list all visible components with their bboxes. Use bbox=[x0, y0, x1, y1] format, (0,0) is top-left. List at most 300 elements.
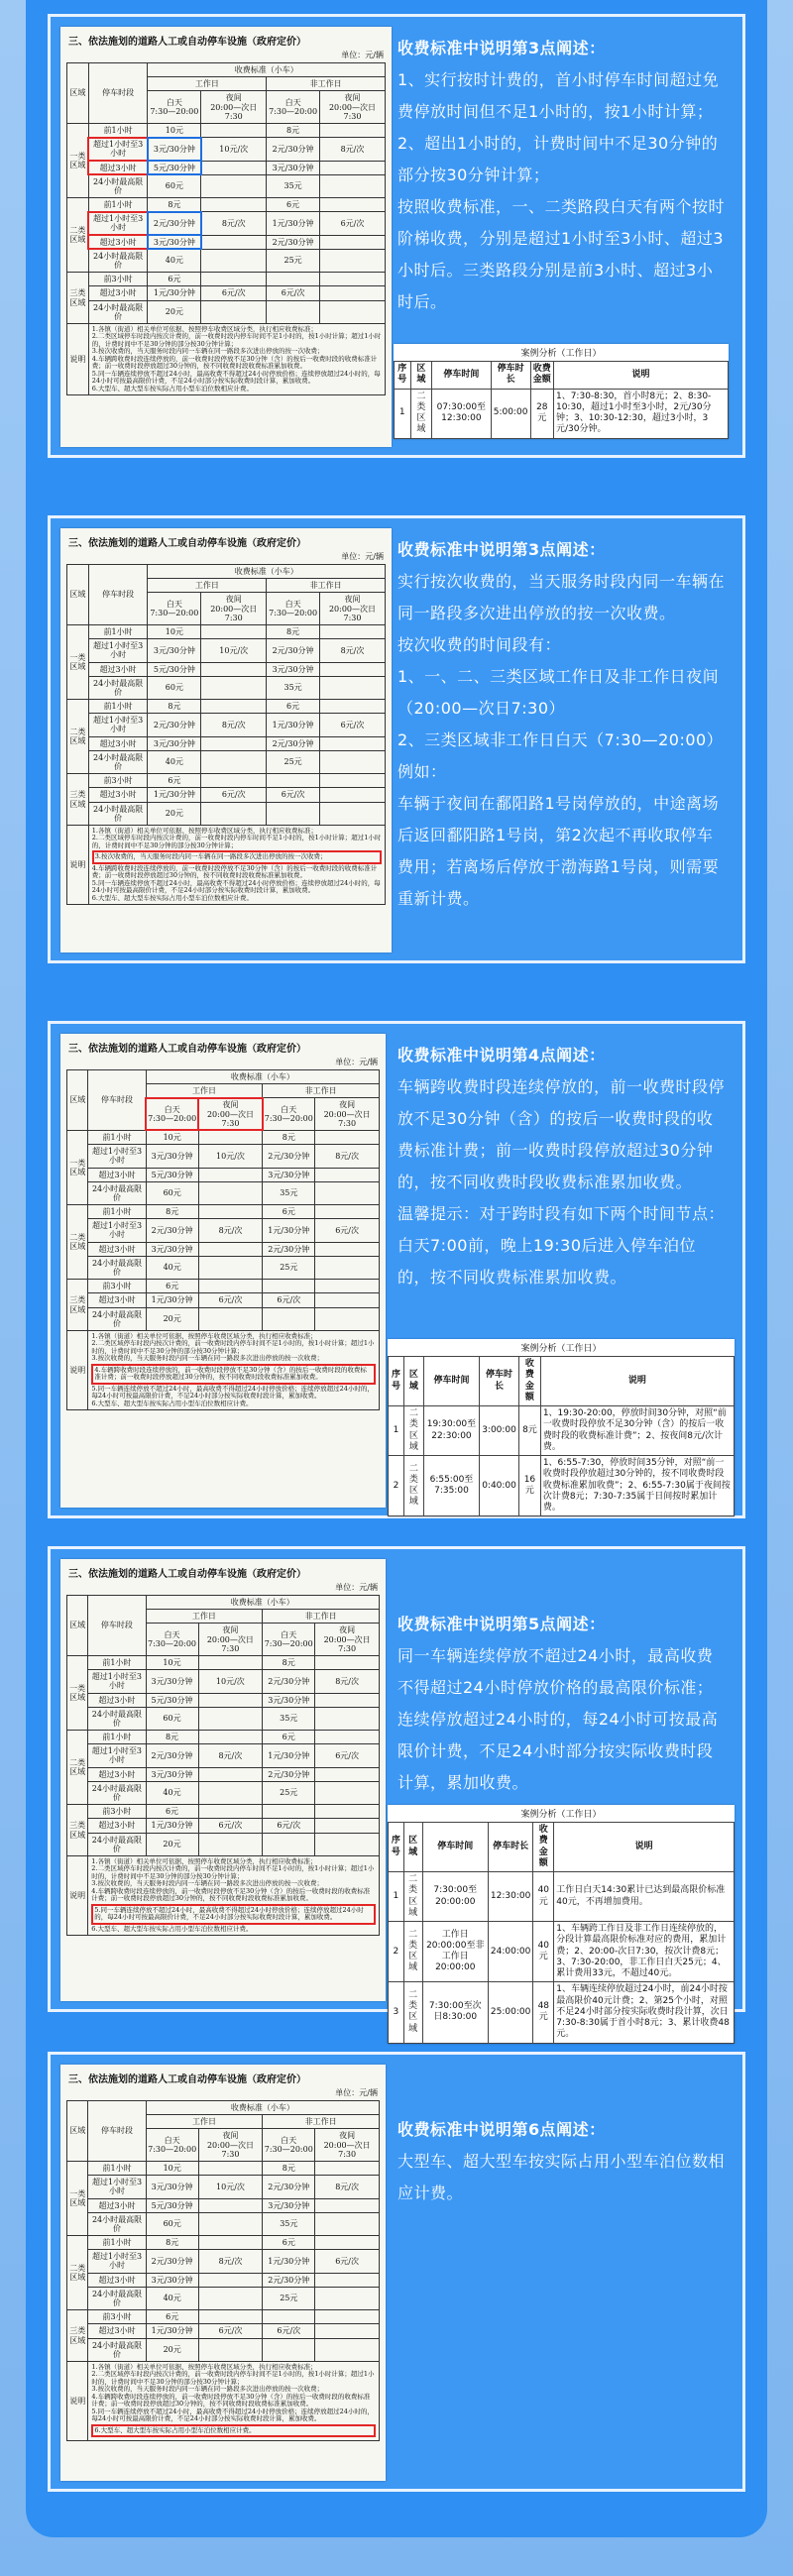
fee-row bbox=[67, 273, 386, 286]
fee-cell: 3元/30分钟 bbox=[148, 235, 201, 249]
fee-cell: 2元/30分钟 bbox=[267, 235, 320, 249]
note-line: 4.车辆跨收费时段连续停放的，前一收费时段停放不足30分钟（含）的按后一收费时段的收费标准计费；前一收费时段停放超过30分钟的，按不同收费时段收费标准累加收费。 bbox=[91, 354, 378, 371]
fee-cell: 1元/30分钟 bbox=[263, 1744, 315, 1767]
doc-unit: 单位：元/辆 bbox=[335, 1583, 378, 1592]
fee-cell bbox=[315, 1781, 380, 1804]
fee-row bbox=[67, 2212, 380, 2235]
fee-cell: 2元/30分钟 bbox=[146, 1219, 198, 1242]
note-line: 5.同一车辆连续停放不超过24小时，最高收费不得超过24小时停放价格；连续停放超过24小时的，每24小时可按最高限价计费，不足24小时部分按实际收费时段计算，累加收费。 bbox=[91, 1384, 374, 1400]
fee-cell bbox=[198, 2273, 263, 2287]
case-cell: 1 bbox=[389, 1872, 404, 1922]
header-time: 停车时段 bbox=[88, 63, 148, 124]
period-cell: 24小时最高限价 bbox=[88, 1781, 146, 1804]
fee-row bbox=[67, 174, 386, 197]
notes-cell bbox=[88, 825, 385, 904]
fee-cell: 60元 bbox=[146, 2212, 198, 2235]
fee-cell: 35元 bbox=[263, 2212, 315, 2235]
fee-cell: 25元 bbox=[267, 750, 320, 773]
fee-cell bbox=[198, 2212, 263, 2235]
header-nw-day: 白天 7:30—20:00 bbox=[267, 91, 320, 124]
note-line: 1.各镇（街道）相关单位可依据、按照停车收费区域分类，执行相应收费标准； bbox=[91, 826, 317, 835]
note-line: 3.按次收费的，当天服务时段内同一车辆在同一路段多次进出停放的按一次收费； bbox=[91, 2385, 324, 2394]
fee-cell bbox=[319, 273, 385, 286]
fee-table bbox=[66, 1595, 380, 1936]
case-title: 案例分析（工作日） bbox=[520, 1810, 602, 1820]
note-label: 说明 bbox=[67, 323, 89, 394]
case-row bbox=[389, 1982, 735, 2043]
section-text-2 bbox=[397, 534, 725, 915]
period-cell: 24小时最高限价 bbox=[88, 2338, 146, 2361]
header-time: 停车时段 bbox=[88, 2101, 146, 2162]
case-header-cell: 停车时间 bbox=[422, 1823, 488, 1872]
case-cell: 二类区域 bbox=[410, 389, 432, 438]
fee-table bbox=[66, 1069, 380, 1410]
fee-cell bbox=[319, 662, 385, 676]
fee-cell bbox=[315, 2161, 380, 2175]
doc-title: 三、依法施划的道路人工或自动停车设施（政府定价） bbox=[68, 538, 306, 549]
fee-cell: 8元 bbox=[263, 1130, 315, 1144]
fee-row bbox=[67, 2310, 380, 2324]
fee-cell: 35元 bbox=[267, 676, 320, 699]
fee-cell bbox=[198, 1181, 263, 1204]
fee-cell: 8元 bbox=[267, 624, 320, 638]
fee-cell bbox=[201, 774, 267, 788]
note-label: 说明 bbox=[67, 825, 89, 904]
fee-row bbox=[67, 2273, 380, 2287]
doc-unit: 单位：元/辆 bbox=[341, 552, 384, 561]
case-header-row bbox=[395, 362, 729, 390]
period-cell: 超过1小时至3小时 bbox=[88, 1744, 146, 1767]
section-card-1 bbox=[48, 14, 745, 458]
section-para: 1、一、二、三类区域工作日及非工作日夜间（20:00—次日7:30） bbox=[397, 667, 720, 718]
case-cell: 1 bbox=[395, 389, 411, 438]
fee-cell bbox=[319, 198, 385, 212]
fee-cell bbox=[315, 1707, 380, 1730]
fee-cell bbox=[319, 736, 385, 750]
fee-cell bbox=[315, 2310, 380, 2324]
fee-cell: 8元/次 bbox=[198, 2250, 263, 2273]
fee-row bbox=[67, 1833, 380, 1855]
note-line: 2.二类区域停车时段内按次计费的，前一收费时段内停车时间不足1小时的，按1小时计算；超过1小时的，计费时间中不足30分钟的部分按30分钟计算； bbox=[91, 2370, 375, 2386]
fee-row bbox=[67, 750, 386, 773]
period-cell: 前1小时 bbox=[88, 1655, 146, 1669]
case-table bbox=[388, 1356, 735, 1516]
fee-cell bbox=[315, 1256, 380, 1279]
fee-cell: 6元/次 bbox=[198, 1819, 263, 1833]
section-para: 按次收费的时间段有： bbox=[397, 635, 562, 654]
fee-table bbox=[66, 2100, 380, 2441]
fee-cell: 6元/次 bbox=[315, 1744, 380, 1767]
fee-cell: 1元/30分钟 bbox=[146, 2324, 198, 2338]
fee-document-4 bbox=[60, 1559, 386, 2001]
period-cell: 24小时最高限价 bbox=[88, 1256, 146, 1279]
case-header-cell: 停车时长 bbox=[491, 362, 530, 390]
fee-cell: 6元/次 bbox=[201, 286, 267, 300]
note-line: 1.各镇（街道）相关单位可依据、按照停车收费区域分类，执行相应收费标准； bbox=[91, 1856, 317, 1865]
header-nw-day: 白天 7:30—20:00 bbox=[263, 1624, 315, 1656]
period-cell: 前1小时 bbox=[88, 1130, 146, 1144]
fee-cell: 6元/次 bbox=[315, 1219, 380, 1242]
case-cell: 1、车辆连续停放超过24小时，前24小时按最高限价40元计费；2、第25个小时，对照不足24小时部分按实际收费时段计算，次日7:30-8:30属于首小时8元；3、累计收费48元。 bbox=[554, 1982, 735, 2043]
period-cell: 超过3小时 bbox=[88, 1242, 146, 1256]
fee-cell: 2元/30分钟 bbox=[263, 1670, 315, 1693]
fee-cell bbox=[198, 1205, 263, 1219]
fee-row bbox=[67, 2236, 380, 2250]
fee-cell: 3元/30分钟 bbox=[263, 2198, 315, 2212]
case-cell: 2 bbox=[389, 1922, 404, 1982]
case-header-cell: 序号 bbox=[389, 1357, 404, 1406]
case-header-cell: 停车时间 bbox=[432, 362, 491, 390]
fee-cell: 10元 bbox=[148, 123, 201, 137]
doc-unit: 单位：元/辆 bbox=[341, 51, 384, 59]
fee-row bbox=[67, 1280, 380, 1293]
fee-cell: 2元/30分钟 bbox=[148, 212, 201, 235]
section-heading: 收费标准中说明第3点阐述： bbox=[397, 39, 606, 57]
period-cell: 24小时最高限价 bbox=[88, 174, 148, 197]
zone-name: 一类区域 bbox=[67, 624, 89, 699]
fee-cell: 6元 bbox=[263, 1731, 315, 1744]
period-cell: 超过1小时至3小时 bbox=[88, 714, 148, 736]
period-cell: 前1小时 bbox=[88, 2161, 146, 2175]
case-cell: 工作日20:00:00至非工作日20:00:00 bbox=[422, 1922, 488, 1982]
note-line: 1.各镇（街道）相关单位可依据、按照停车收费区域分类，执行相应收费标准； bbox=[91, 1331, 317, 1340]
fee-cell: 3元/30分钟 bbox=[146, 1670, 198, 1693]
section-heading: 收费标准中说明第4点阐述： bbox=[397, 1046, 606, 1064]
zone-name: 一类区域 bbox=[67, 1655, 88, 1730]
case-cell: 二类区域 bbox=[403, 1456, 423, 1516]
fee-cell bbox=[315, 1168, 380, 1181]
fee-cell: 8元/次 bbox=[198, 1744, 263, 1767]
section-para: 实行按次收费的，当天服务时段内同一车辆在同一路段多次进出停放的按一次收费。 bbox=[397, 572, 726, 622]
case-cell: 40元 bbox=[533, 1872, 554, 1922]
header-fee-std: 收费标准（小车） bbox=[146, 2101, 379, 2115]
fee-cell: 25元 bbox=[263, 1256, 315, 1279]
fee-cell: 2元/30分钟 bbox=[263, 2273, 315, 2287]
fee-cell bbox=[201, 235, 267, 249]
fee-cell: 3元/30分钟 bbox=[146, 2273, 198, 2287]
fee-row bbox=[67, 1256, 380, 1279]
period-cell: 超过3小时 bbox=[88, 1767, 146, 1781]
section-para: 大型车、超大型车按实际占用小型车泊位数相应计费。 bbox=[397, 2152, 726, 2202]
fee-row bbox=[67, 1205, 380, 1219]
fee-cell bbox=[315, 1293, 380, 1307]
section-text-3 bbox=[397, 1040, 725, 1293]
fee-cell: 10元 bbox=[148, 624, 201, 638]
zone-name: 二类区域 bbox=[67, 198, 89, 273]
case-header-cell: 停车时长 bbox=[480, 1357, 519, 1406]
section-para: 2、超出1小时的，计费时间中不足30分钟的部分按30分钟计算； bbox=[397, 134, 719, 184]
doc-unit: 单位：元/辆 bbox=[335, 1058, 378, 1066]
case-title: 案例分析（工作日） bbox=[520, 1344, 602, 1354]
case-cell: 12:30:00 bbox=[488, 1872, 532, 1922]
zone-name: 三类区域 bbox=[67, 273, 89, 324]
note-line: 4.车辆跨收费时段连续停放的，前一收费时段停放不足30分钟（含）的按后一收费时段的收费标准计费；前一收费时段停放超过30分钟的，按不同收费时段收费标准累加收费。 bbox=[91, 863, 378, 880]
fee-row bbox=[67, 736, 386, 750]
case-header-cell: 序号 bbox=[395, 362, 411, 390]
fee-row bbox=[67, 2287, 380, 2309]
case-cell: 8元 bbox=[519, 1406, 541, 1456]
case-header-cell: 序号 bbox=[389, 1823, 404, 1872]
fee-cell: 8元/次 bbox=[315, 1145, 380, 1168]
fee-row bbox=[67, 1219, 380, 1242]
header-area: 区域 bbox=[67, 63, 89, 124]
header-time: 停车时段 bbox=[88, 565, 148, 625]
section-heading: 收费标准中说明第5点阐述： bbox=[397, 1615, 606, 1633]
fee-cell: 6元/次 bbox=[198, 1293, 263, 1307]
fee-cell bbox=[267, 774, 320, 788]
period-cell: 24小时最高限价 bbox=[88, 802, 148, 825]
header-day: 白天 7:30—20:00 bbox=[146, 1098, 198, 1131]
case-header-cell: 说明 bbox=[540, 1357, 734, 1406]
case-cell: 3:00:00 bbox=[480, 1406, 519, 1456]
section-card-5 bbox=[48, 2052, 745, 2492]
case-table-1 bbox=[394, 344, 729, 439]
section-para: 温馨提示：对于跨时段有如下两个时间节点： bbox=[397, 1204, 726, 1223]
case-cell: 24:00:00 bbox=[488, 1922, 532, 1982]
fee-cell: 2元/30分钟 bbox=[148, 714, 201, 736]
case-header-cell: 区域 bbox=[403, 1823, 422, 1872]
fee-row bbox=[67, 1744, 380, 1767]
fee-cell: 5元/30分钟 bbox=[148, 161, 201, 174]
fee-row bbox=[67, 138, 386, 161]
case-row bbox=[389, 1872, 735, 1922]
fee-cell: 8元 bbox=[148, 700, 201, 714]
note-line: 2.二类区域停车时段内按次计费的，前一收费时段内停车时间不足1小时的，按1小时计算；超过1小时的，计费时间中不足30分钟的部分按30分钟计算； bbox=[91, 834, 382, 849]
fee-cell: 6元/次 bbox=[263, 1293, 315, 1307]
fee-cell bbox=[201, 662, 267, 676]
section-card-4 bbox=[48, 1546, 745, 2040]
fee-row bbox=[67, 2338, 380, 2361]
fee-table bbox=[66, 62, 386, 395]
period-cell: 前1小时 bbox=[88, 624, 148, 638]
note-line: 3.按次收费的，当天服务时段内同一车辆在同一路段多次进出停放的按一次收费； bbox=[91, 1354, 324, 1363]
fee-cell bbox=[315, 1242, 380, 1256]
fee-cell: 25元 bbox=[267, 249, 320, 272]
case-table-3 bbox=[388, 1339, 735, 1516]
fee-row bbox=[67, 802, 386, 825]
fee-cell: 2元/30分钟 bbox=[146, 2250, 198, 2273]
zone-name: 一类区域 bbox=[67, 1130, 88, 1204]
fee-cell: 3元/30分钟 bbox=[148, 639, 201, 662]
fee-cell bbox=[315, 1693, 380, 1707]
note-line: 3.按次收费的，当天服务时段内同一车辆在同一路段多次进出停放的按一次收费； bbox=[91, 347, 324, 356]
case-cell: 3 bbox=[389, 1982, 404, 2043]
fee-cell: 1元/30分钟 bbox=[148, 788, 201, 802]
note-line: 6.大型车、超大型车按实际占用小型车泊位数相应计费。 bbox=[91, 893, 253, 902]
header-workday: 工作日 bbox=[146, 1610, 263, 1624]
fee-cell bbox=[198, 1168, 263, 1181]
period-cell: 超过3小时 bbox=[88, 2198, 146, 2212]
fee-cell bbox=[198, 1242, 263, 1256]
period-cell: 24小时最高限价 bbox=[88, 750, 148, 773]
fee-row bbox=[67, 1805, 380, 1819]
period-cell: 超过3小时 bbox=[88, 235, 148, 249]
zone-name: 三类区域 bbox=[67, 1280, 88, 1331]
fee-row bbox=[67, 1293, 380, 1307]
fee-row bbox=[67, 300, 386, 323]
case-cell: 1、7:30-8:30，首小时8元；2、8:30-10:30，超过1小时至3小时，2元/30分钟；3、10:30-12:30，超过3小时，3元/30分钟。 bbox=[553, 389, 728, 438]
fee-row bbox=[67, 624, 386, 638]
period-cell: 前1小时 bbox=[88, 1731, 146, 1744]
case-header-cell: 收费金额 bbox=[533, 1823, 554, 1872]
fee-cell: 3元/30分钟 bbox=[263, 1693, 315, 1707]
fee-cell: 6元/次 bbox=[201, 788, 267, 802]
fee-row bbox=[67, 286, 386, 300]
case-cell: 07:30:00至12:30:00 bbox=[432, 389, 491, 438]
zone-name: 三类区域 bbox=[67, 1805, 88, 1856]
section-para: 按照收费标准，一、二类路段白天有两个按时阶梯收费，分别是超过1小时至3小时、超过3小时后。三类路段分别是前3小时、超过3小时后。 bbox=[397, 197, 726, 311]
fee-cell bbox=[198, 1767, 263, 1781]
fee-row bbox=[67, 700, 386, 714]
case-cell: 2 bbox=[389, 1456, 404, 1516]
fee-row bbox=[67, 639, 386, 662]
section-heading: 收费标准中说明第6点阐述： bbox=[397, 2120, 606, 2139]
header-fee-std: 收费标准（小车） bbox=[148, 63, 386, 77]
period-cell: 超过3小时 bbox=[88, 662, 148, 676]
period-cell: 前1小时 bbox=[88, 123, 148, 137]
fee-cell: 40元 bbox=[146, 2287, 198, 2309]
case-cell: 6:55:00至7:35:00 bbox=[423, 1456, 479, 1516]
header-nw-day: 白天 7:30—20:00 bbox=[267, 593, 320, 625]
fee-cell bbox=[201, 700, 267, 714]
period-cell: 超过3小时 bbox=[88, 1293, 146, 1307]
fee-cell bbox=[198, 2310, 263, 2324]
fee-cell bbox=[201, 802, 267, 825]
case-header-cell: 区域 bbox=[410, 362, 432, 390]
fee-cell bbox=[201, 736, 267, 750]
zone-name: 一类区域 bbox=[67, 123, 89, 197]
fee-cell bbox=[201, 249, 267, 272]
fee-cell: 6元 bbox=[267, 700, 320, 714]
fee-cell: 40元 bbox=[146, 1256, 198, 1279]
fee-row bbox=[67, 123, 386, 137]
header-nw-night: 夜间 20:00—次日7:30 bbox=[319, 91, 385, 124]
fee-row bbox=[67, 1670, 380, 1693]
fee-cell: 8元 bbox=[146, 1205, 198, 1219]
fee-row bbox=[67, 788, 386, 802]
fee-cell bbox=[315, 1655, 380, 1669]
fee-cell: 6元/次 bbox=[263, 1819, 315, 1833]
fee-cell bbox=[263, 2338, 315, 2361]
fee-cell bbox=[319, 700, 385, 714]
notes-cell bbox=[88, 323, 385, 394]
case-cell: 7:30:00至次日8:30:00 bbox=[422, 1982, 488, 2043]
fee-cell bbox=[198, 1693, 263, 1707]
fee-row bbox=[67, 662, 386, 676]
period-cell: 超过3小时 bbox=[88, 1819, 146, 1833]
fee-cell: 6元/次 bbox=[267, 286, 320, 300]
header-area: 区域 bbox=[67, 2101, 88, 2162]
fee-row bbox=[67, 1767, 380, 1781]
case-cell: 1 bbox=[389, 1406, 404, 1456]
header-area: 区域 bbox=[67, 1070, 88, 1131]
period-cell: 超过3小时 bbox=[88, 788, 148, 802]
period-cell: 超过1小时至3小时 bbox=[88, 212, 148, 235]
note-line: 5.同一车辆连续停放不超过24小时，最高收费不得超过24小时停放价格；连续停放超过24小时的，每24小时可按最高限价计费，不足24小时部分按实际收费时段计算，累加收费。 bbox=[91, 2407, 374, 2423]
fee-cell: 20元 bbox=[146, 1307, 198, 1330]
section-para: 白天7:00前，晚上19:30后进入停车泊位的，按不同收费标准累加收费。 bbox=[397, 1236, 697, 1287]
fee-cell: 8元 bbox=[267, 123, 320, 137]
fee-cell: 10元/次 bbox=[198, 1145, 263, 1168]
period-cell: 前1小时 bbox=[88, 2236, 146, 2250]
case-table bbox=[394, 361, 729, 439]
fee-cell: 6元 bbox=[263, 2236, 315, 2250]
case-cell: 7:30:00至20:00:00 bbox=[422, 1872, 488, 1922]
fee-cell: 10元 bbox=[146, 1655, 198, 1669]
fee-row bbox=[67, 2161, 380, 2175]
fee-cell: 1元/30分钟 bbox=[263, 1219, 315, 1242]
fee-cell bbox=[315, 2287, 380, 2309]
note-line: 4.车辆跨收费时段连续停放的，前一收费时段停放不足30分钟（含）的按后一收费时段的收费标准计费；前一收费时段停放超过30分钟的，按不同收费时段收费标准累加收费。 bbox=[91, 1364, 376, 1385]
case-cell: 5:00:00 bbox=[491, 389, 530, 438]
fee-cell bbox=[315, 2338, 380, 2361]
fee-cell bbox=[201, 174, 267, 197]
section-para: 例如： bbox=[397, 762, 447, 781]
fee-cell bbox=[263, 2310, 315, 2324]
zone-name: 一类区域 bbox=[67, 2161, 88, 2235]
header-day: 白天 7:30—20:00 bbox=[146, 1624, 198, 1656]
zone-name: 二类区域 bbox=[67, 2236, 88, 2310]
case-row bbox=[389, 1922, 735, 1982]
header-area: 区域 bbox=[67, 565, 89, 625]
header-nonworkday: 非工作日 bbox=[263, 1084, 380, 1098]
fee-cell bbox=[198, 2161, 263, 2175]
fee-cell bbox=[201, 624, 267, 638]
fee-cell: 10元/次 bbox=[198, 2176, 263, 2198]
case-header-row bbox=[389, 1823, 735, 1872]
section-text-5 bbox=[397, 2114, 725, 2209]
fee-cell: 2元/30分钟 bbox=[267, 639, 320, 662]
doc-title: 三、依法施划的道路人工或自动停车设施（政府定价） bbox=[68, 1044, 306, 1055]
fee-row bbox=[67, 1307, 380, 1330]
case-header-cell: 停车时长 bbox=[488, 1823, 532, 1872]
section-para: 车辆于夜间在鄱阳路1号岗停放的，中途离场后返回鄱阳路1号岗，第2次起不再收取停车费用；若离场后停放于渤海路1号岗，则需要重新计费。 bbox=[397, 794, 720, 908]
fee-document-3 bbox=[60, 1034, 386, 1508]
fee-cell: 6元/次 bbox=[319, 714, 385, 736]
fee-cell: 60元 bbox=[148, 174, 201, 197]
period-cell: 前1小时 bbox=[88, 700, 148, 714]
fee-cell: 20元 bbox=[148, 300, 201, 323]
fee-document-2 bbox=[60, 528, 392, 952]
note-line: 6.大型车、超大型车按实际占用小型车泊位数相应计费。 bbox=[91, 1399, 253, 1407]
fee-document-5 bbox=[60, 2065, 386, 2481]
header-nw-day: 白天 7:30—20:00 bbox=[263, 1098, 315, 1131]
case-table-4 bbox=[388, 1805, 735, 2044]
fee-row bbox=[67, 161, 386, 174]
header-workday: 工作日 bbox=[148, 77, 267, 91]
fee-cell: 3元/30分钟 bbox=[146, 1242, 198, 1256]
fee-cell: 25元 bbox=[263, 2287, 315, 2309]
fee-cell bbox=[315, 1307, 380, 1330]
fee-cell bbox=[315, 1819, 380, 1833]
case-title: 案例分析（工作日） bbox=[520, 349, 602, 359]
period-cell: 超过1小时至3小时 bbox=[88, 1670, 146, 1693]
header-area: 区域 bbox=[67, 1596, 88, 1656]
fee-cell bbox=[315, 1130, 380, 1144]
case-cell: 25:00:00 bbox=[488, 1982, 532, 2043]
period-cell: 24小时最高限价 bbox=[88, 1307, 146, 1330]
fee-cell: 6元 bbox=[267, 198, 320, 212]
fee-cell: 8元 bbox=[146, 1731, 198, 1744]
fee-row bbox=[67, 676, 386, 699]
note-line: 5.同一车辆连续停放不超过24小时，最高收费不得超过24小时停放价格；连续停放超过24小时的，每24小时可按最高限价计费，不足24小时部分按实际收费时段计算，累加收费。 bbox=[91, 369, 381, 386]
fee-cell: 1元/30分钟 bbox=[146, 1293, 198, 1307]
header-day: 白天 7:30—20:00 bbox=[146, 2129, 198, 2162]
header-fee-std: 收费标准（小车） bbox=[146, 1070, 379, 1084]
fee-cell: 8元/次 bbox=[198, 1219, 263, 1242]
zone-name: 三类区域 bbox=[67, 2310, 88, 2362]
period-cell: 24小时最高限价 bbox=[88, 1833, 146, 1855]
